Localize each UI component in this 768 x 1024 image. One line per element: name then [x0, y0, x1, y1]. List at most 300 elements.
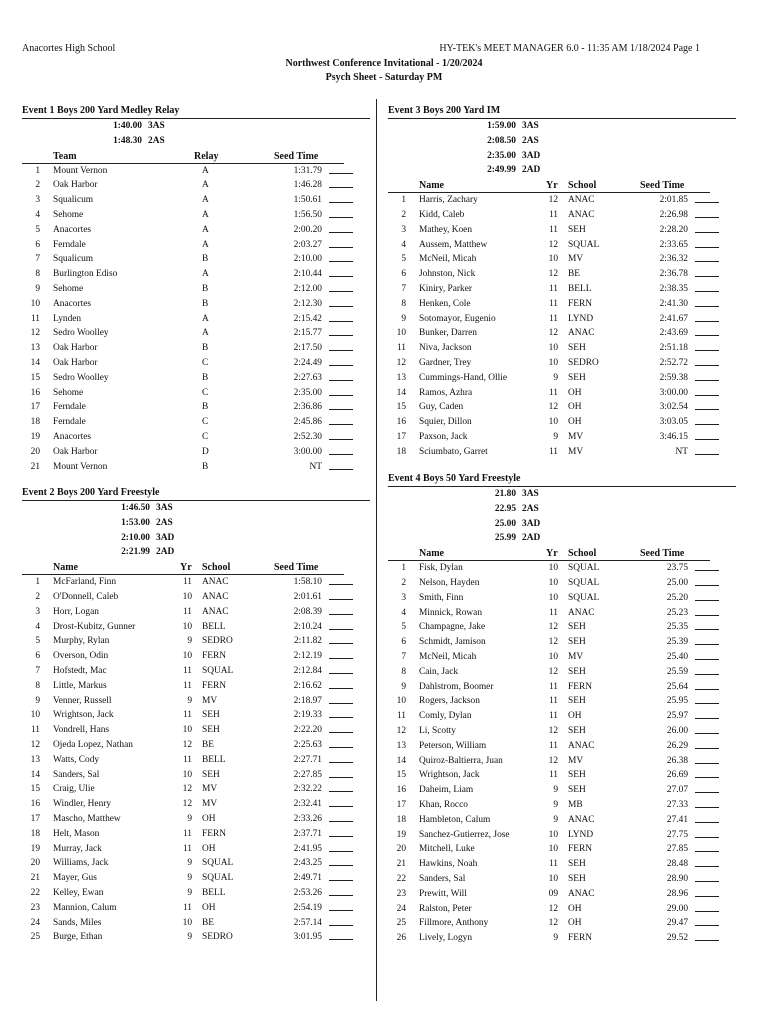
entry-rank: 7: [35, 665, 40, 676]
event-1-block: [22, 104, 370, 474]
entry-school: FERN: [202, 828, 226, 839]
qualifying-time: 1:46.50: [121, 503, 150, 513]
entry-seed-time: 25.59: [666, 666, 688, 677]
qualifying-time-row: [388, 487, 736, 502]
event-title: Event 1 Boys 200 Yard Medley Relay: [22, 104, 370, 119]
entry-rank: 9: [401, 313, 406, 324]
entry-yr: 11: [548, 770, 558, 781]
entry-name: Venner, Russell: [53, 695, 112, 706]
entry-name: McFarland, Finn: [53, 577, 117, 588]
entry-blank-line: [329, 386, 353, 396]
entry-blank-line: [695, 430, 719, 440]
qualifying-time-row: [388, 134, 736, 149]
entry-school: SEH: [568, 666, 586, 677]
entry-name: Guy, Caden: [419, 402, 464, 413]
entry-row: [388, 931, 736, 946]
entry-yr: 11: [182, 577, 192, 588]
entry-yr: 12: [548, 725, 558, 736]
entry-name: Wrightson, Jack: [419, 770, 480, 781]
entry-seed-time: 3:00.00: [293, 446, 322, 457]
entry-yr: 11: [548, 740, 558, 751]
entry-blank-line: [329, 620, 353, 630]
entry-blank-line: [695, 193, 719, 203]
entry-name: Overson, Odin: [53, 651, 109, 662]
entry-seed-time: 2:25.63: [293, 739, 322, 750]
entry-row: [22, 297, 370, 312]
event-title: Event 3 Boys 200 Yard IM: [388, 104, 736, 119]
entry-yr: 9: [187, 813, 192, 824]
entry-yr: 12: [548, 622, 558, 633]
entry-seed-time: 2:43.69: [659, 328, 688, 339]
entry-row: [388, 561, 736, 576]
entry-rank: 15: [396, 402, 406, 413]
entry-school: SEDRO: [202, 932, 233, 943]
entry-name: Khan, Rocco: [419, 799, 468, 810]
entry-seed-time: NT: [309, 461, 322, 472]
qualifying-standard: 2AD: [522, 533, 541, 544]
qualifying-time-row: [22, 119, 370, 134]
entry-row: [22, 694, 370, 709]
entry-row: [22, 590, 370, 605]
column-headers: [388, 178, 710, 193]
entry-blank-line: [695, 386, 719, 396]
entry-school: MV: [568, 254, 584, 265]
entry-school: ANAC: [568, 888, 595, 899]
entry-blank-line: [695, 371, 719, 381]
entry-rank: 11: [30, 725, 40, 736]
entry-seed-time: 2:52.30: [293, 431, 322, 442]
entry-yr: 11: [548, 607, 558, 618]
qualifying-time-row: [388, 517, 736, 532]
entry-seed-time: 23.75: [666, 563, 688, 574]
entry-blank-line: [329, 415, 353, 425]
entry-relay: A: [202, 195, 209, 206]
entry-school: MV: [202, 799, 218, 810]
entry-yr: 11: [548, 696, 558, 707]
entry-relay: C: [202, 431, 209, 442]
entry-rank: 4: [35, 209, 40, 220]
entry-seed-time: 27.33: [666, 799, 688, 810]
entry-name: Mannion, Calum: [53, 902, 117, 913]
entry-name: Peterson, William: [419, 740, 487, 751]
entry-rank: 21: [30, 461, 40, 472]
entry-rank: 8: [35, 680, 40, 691]
entry-blank-line: [329, 886, 353, 896]
entry-blank-line: [329, 371, 353, 381]
entry-school: BE: [202, 917, 214, 928]
entry-rank: 22: [30, 887, 40, 898]
entry-blank-line: [695, 267, 719, 277]
entry-name: Mascho, Matthew: [53, 813, 121, 824]
entry-blank-line: [695, 591, 719, 601]
entry-name: Gardner, Trey: [419, 357, 472, 368]
entry-school: SEH: [568, 725, 586, 736]
entry-school: SQUAL: [568, 239, 600, 250]
entry-school: MV: [568, 431, 584, 442]
qualifying-time: 2:35.00: [487, 150, 516, 161]
entry-blank-line: [329, 797, 353, 807]
entry-seed-time: 2:26.98: [659, 209, 688, 220]
entry-row: [388, 857, 736, 872]
entry-rank: 3: [401, 592, 406, 603]
entry-blank-line: [695, 223, 719, 233]
entry-school: OH: [202, 813, 216, 824]
header-school: School: [568, 548, 597, 560]
entry-team: Sehome: [53, 387, 84, 398]
entry-rank: 7: [401, 283, 406, 294]
entry-name: Kiniry, Parker: [419, 283, 473, 294]
entry-blank-line: [329, 930, 353, 940]
entry-seed-time: 1:50.61: [293, 195, 322, 206]
entry-school: OH: [568, 402, 582, 413]
header-relay: Relay: [194, 150, 219, 162]
entry-row: [22, 679, 370, 694]
entry-seed-time: 2:41.95: [293, 843, 322, 854]
entry-team: Anacortes: [53, 431, 92, 442]
entry-name: O'Donnell, Caleb: [53, 591, 119, 602]
entry-seed-time: 2:11.82: [293, 636, 322, 647]
qualifying-time: 2:08.50: [487, 135, 516, 146]
entry-rank: 20: [30, 858, 40, 869]
entry-blank-line: [695, 709, 719, 719]
entry-yr: 11: [548, 224, 558, 235]
entry-seed-time: 27.85: [666, 844, 688, 855]
entry-yr: 12: [548, 328, 558, 339]
header-name: Name: [53, 562, 78, 574]
entry-seed-time: 2:10.00: [293, 254, 322, 265]
entry-blank-line: [329, 238, 353, 248]
entry-team: Mount Vernon: [53, 461, 108, 472]
entry-yr: 11: [548, 283, 558, 294]
entry-row: [388, 445, 736, 460]
entry-rank: 14: [30, 357, 40, 368]
entry-blank-line: [695, 768, 719, 778]
entry-seed-time: 2:27.63: [293, 372, 322, 383]
entry-blank-line: [695, 916, 719, 926]
entry-seed-time: 2:32.22: [293, 784, 322, 795]
entry-school: ANAC: [568, 195, 595, 206]
entry-row: [22, 856, 370, 871]
entry-rank: 25: [30, 932, 40, 943]
entry-blank-line: [695, 297, 719, 307]
entry-name: Sands, Miles: [53, 917, 102, 928]
entry-rank: 8: [35, 269, 40, 280]
entry-name: Drost-Kubitz, Gunner: [53, 621, 136, 632]
entry-name: Sanders, Sal: [53, 769, 100, 780]
entry-blank-line: [329, 812, 353, 822]
entry-row: [22, 753, 370, 768]
entry-school: BELL: [568, 283, 592, 294]
entry-relay: A: [202, 165, 209, 176]
entry-row: [22, 430, 370, 445]
entry-seed-time: 2:35.00: [293, 387, 322, 398]
entry-seed-time: 1:56.50: [293, 209, 322, 220]
entry-seed-time: 2:27.85: [293, 769, 322, 780]
entry-rank: 6: [35, 651, 40, 662]
event-2-block: [22, 486, 370, 945]
entry-seed-time: 2:24.49: [293, 357, 322, 368]
entry-yr: 11: [548, 387, 558, 398]
entry-blank-line: [329, 193, 353, 203]
entry-name: Kelley, Ewan: [53, 887, 104, 898]
entry-school: MV: [568, 755, 584, 766]
entry-row: [388, 193, 736, 208]
entry-name: Craig, Ulie: [53, 784, 95, 795]
entry-row: [388, 694, 736, 709]
qualifying-standard: 2AD: [156, 547, 175, 558]
entry-yr: 10: [548, 651, 558, 662]
entry-relay: C: [202, 387, 209, 398]
entry-name: Henken, Cole: [419, 298, 471, 309]
entry-rank: 16: [396, 417, 406, 428]
entry-yr: 12: [548, 666, 558, 677]
entry-relay: B: [202, 402, 209, 413]
entry-yr: 12: [548, 239, 558, 250]
entry-row: [22, 400, 370, 415]
qualifying-time: 1:48.30: [113, 135, 142, 146]
entry-rank: 23: [396, 888, 406, 899]
entry-school: OH: [568, 711, 582, 722]
qualifying-time-row: [388, 502, 736, 517]
entry-seed-time: 27.75: [666, 829, 688, 840]
entry-row: [388, 606, 736, 621]
entry-row: [388, 238, 736, 253]
entry-seed-time: 2:33.26: [293, 813, 322, 824]
entry-seed-time: 2:18.97: [293, 695, 322, 706]
entry-rank: 20: [396, 844, 406, 855]
entry-rank: 18: [396, 814, 406, 825]
entry-yr: 12: [548, 269, 558, 280]
entry-seed-time: 2:22.20: [293, 725, 322, 736]
entry-blank-line: [695, 798, 719, 808]
entry-name: Sciumbato, Garret: [419, 446, 488, 457]
entry-row: [388, 887, 736, 902]
entry-yr: 11: [548, 681, 558, 692]
entry-team: Burlington Ediso: [53, 269, 118, 280]
entry-relay: A: [202, 209, 209, 220]
entry-yr: 12: [548, 195, 558, 206]
entry-blank-line: [329, 267, 353, 277]
entry-name: McNeil, Micah: [419, 651, 477, 662]
entry-rank: 3: [401, 224, 406, 235]
entry-school: SEH: [568, 785, 586, 796]
qualifying-time-row: [388, 119, 736, 134]
entry-seed-time: 2:16.62: [293, 680, 322, 691]
entry-blank-line: [695, 828, 719, 838]
header-seed-time: Seed Time: [640, 548, 685, 560]
entry-row: [22, 827, 370, 842]
entry-rank: 9: [35, 283, 40, 294]
entry-seed-time: 2:12.30: [293, 298, 322, 309]
entry-yr: 10: [182, 591, 192, 602]
entry-school: SQUAL: [202, 665, 234, 676]
entry-seed-time: 25.20: [666, 592, 688, 603]
entry-row: [388, 798, 736, 813]
entry-rank: 15: [30, 372, 40, 383]
entry-school: FERN: [202, 680, 226, 691]
entry-blank-line: [329, 400, 353, 410]
entry-seed-time: 2:03.27: [293, 239, 322, 250]
entry-blank-line: [329, 694, 353, 704]
entry-blank-line: [329, 901, 353, 911]
entry-rank: 12: [30, 328, 40, 339]
entry-blank-line: [329, 312, 353, 322]
entry-seed-time: 27.41: [666, 814, 688, 825]
entry-blank-line: [695, 208, 719, 218]
entry-name: Windler, Henry: [53, 799, 112, 810]
entry-row: [388, 371, 736, 386]
entry-blank-line: [329, 679, 353, 689]
entry-school: SEH: [568, 873, 586, 884]
entry-yr: 11: [548, 859, 558, 870]
qualifying-standard: 3AS: [148, 121, 165, 131]
entry-blank-line: [695, 561, 719, 571]
sheet-title: Psych Sheet - Saturday PM: [325, 72, 443, 83]
entry-blank-line: [329, 223, 353, 233]
entry-seed-time: 2:36.78: [659, 269, 688, 280]
entry-row: [22, 605, 370, 620]
entry-yr: 12: [182, 739, 192, 750]
entry-rank: 1: [401, 195, 406, 206]
entry-relay: C: [202, 417, 209, 428]
entry-rank: 12: [396, 725, 406, 736]
entry-seed-time: 26.00: [666, 725, 688, 736]
entry-row: [388, 842, 736, 857]
entry-relay: A: [202, 328, 209, 339]
entry-yr: 9: [187, 932, 192, 943]
entry-blank-line: [329, 664, 353, 674]
entry-name: Li, Scotty: [419, 725, 456, 736]
entry-name: Schmidt, Jamison: [419, 637, 486, 648]
qualifying-time: 21.80: [494, 489, 516, 499]
entry-name: Mitchell, Luke: [419, 844, 475, 855]
entry-blank-line: [329, 590, 353, 600]
entry-name: Paxson, Jack: [419, 431, 468, 442]
entry-row: [388, 400, 736, 415]
entry-blank-line: [695, 312, 719, 322]
entry-rank: 23: [30, 902, 40, 913]
entry-school: SEH: [568, 224, 586, 235]
qualifying-time-row: [22, 501, 370, 516]
qualifying-standard: 3AD: [156, 532, 175, 543]
entry-yr: 9: [553, 814, 558, 825]
entry-rank: 24: [396, 903, 406, 914]
entry-name: Williams, Jack: [53, 858, 109, 869]
entry-rank: 26: [396, 933, 406, 944]
entry-row: [22, 738, 370, 753]
column-headers: [22, 560, 344, 575]
entry-team: Anacortes: [53, 224, 92, 235]
entry-seed-time: 2:37.71: [293, 828, 322, 839]
entry-row: [22, 916, 370, 931]
entry-school: BELL: [202, 887, 226, 898]
entry-rank: 14: [30, 769, 40, 780]
entry-name: Lively, Logyn: [419, 933, 473, 944]
qualifying-time-row: [388, 531, 736, 546]
entry-rank: 19: [30, 843, 40, 854]
entry-yr: 11: [548, 209, 558, 220]
qualifying-time-row: [22, 134, 370, 149]
entry-rank: 5: [35, 224, 40, 235]
entry-yr: 9: [553, 431, 558, 442]
qualifying-time-row: [388, 163, 736, 178]
entry-blank-line: [329, 164, 353, 174]
entry-seed-time: 2:10.44: [293, 269, 322, 280]
entry-relay: B: [202, 461, 209, 472]
entry-rank: 11: [30, 313, 40, 324]
entry-school: OH: [568, 918, 582, 929]
entry-school: SEDRO: [568, 357, 599, 368]
entry-rank: 21: [30, 873, 40, 884]
meet-title: Northwest Conference Invitational - 1/20/2024: [285, 58, 483, 69]
entry-name: Watts, Cody: [53, 754, 100, 765]
entry-rank: 21: [396, 859, 406, 870]
entry-row: [22, 460, 370, 475]
entry-rank: 14: [396, 755, 406, 766]
entry-school: SEH: [202, 769, 220, 780]
entry-row: [388, 576, 736, 591]
qualifying-time-row: [22, 516, 370, 531]
entry-school: MV: [202, 784, 218, 795]
entry-row: [22, 768, 370, 783]
entry-row: [22, 208, 370, 223]
entry-seed-time: 2:45.86: [293, 417, 322, 428]
entry-school: BELL: [202, 621, 226, 632]
qualifying-time: 2:49.99: [487, 165, 516, 176]
entry-blank-line: [695, 902, 719, 912]
entry-blank-line: [329, 753, 353, 763]
entry-school: FERN: [568, 933, 592, 944]
entry-row: [22, 871, 370, 886]
entry-relay: C: [202, 357, 209, 368]
qualifying-time: 1:40.00: [113, 121, 142, 131]
entry-rank: 11: [396, 343, 406, 354]
entry-rank: 6: [401, 637, 406, 648]
entry-rank: 13: [396, 740, 406, 751]
entry-row: [22, 901, 370, 916]
entry-school: SEH: [568, 343, 586, 354]
entry-blank-line: [329, 460, 353, 470]
entry-yr: 12: [548, 402, 558, 413]
entry-school: FERN: [568, 681, 592, 692]
entry-seed-time: 27.07: [666, 785, 688, 796]
entry-name: Sotomayor, Eugenio: [419, 313, 496, 324]
entry-team: Ferndale: [53, 417, 86, 428]
entry-name: Sanders, Sal: [419, 873, 466, 884]
entry-name: Aussem, Matthew: [419, 239, 488, 250]
entry-rank: 9: [35, 695, 40, 706]
entry-yr: 11: [182, 710, 192, 721]
entry-blank-line: [695, 694, 719, 704]
entry-row: [388, 312, 736, 327]
entry-blank-line: [329, 782, 353, 792]
entry-blank-line: [695, 783, 719, 793]
entry-rank: 15: [30, 784, 40, 795]
qualifying-time-row: [22, 531, 370, 546]
entry-blank-line: [329, 430, 353, 440]
header-seed-time: Seed Time: [274, 150, 319, 162]
entry-seed-time: 2:49.71: [293, 873, 322, 884]
entry-team: Squalicum: [53, 195, 94, 206]
entry-seed-time: 26.38: [666, 755, 688, 766]
entry-rank: 24: [30, 917, 40, 928]
entry-yr: 9: [553, 799, 558, 810]
entry-rank: 7: [401, 651, 406, 662]
entry-school: SQUAL: [568, 577, 600, 588]
entry-school: LYND: [568, 829, 594, 840]
entry-school: SEH: [568, 372, 586, 383]
entry-relay: B: [202, 343, 209, 354]
